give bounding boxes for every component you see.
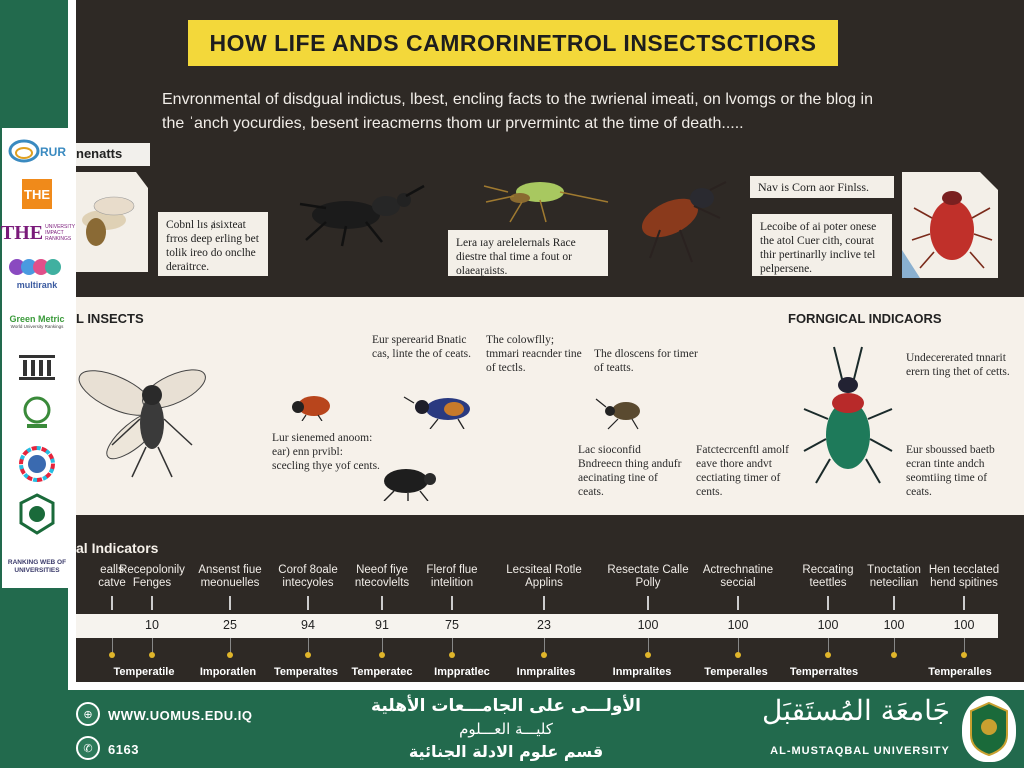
indicator-dot [109, 652, 115, 658]
band-text-5: Lac sioconfid Bndreecn thing andufr aecinating tine of ceats. [578, 444, 682, 498]
multirank-text: multirank [16, 280, 58, 290]
indicator-bottom-label: Temperalles [928, 666, 992, 678]
indicator-dot [149, 652, 155, 658]
institution-columns-icon [6, 352, 68, 382]
black-bug-illustration [368, 461, 448, 501]
indicator-tick [963, 596, 965, 610]
band-text-2: The colowflly; tmmari reacnder tine of tectls. [486, 334, 582, 374]
ranking-web-logo [6, 552, 68, 582]
greenmetric-subtext: World University Rankings [10, 323, 64, 329]
indicator-bottom-label: Temperalles [704, 666, 768, 678]
red-beetle-illustration [630, 178, 730, 268]
indicator-tick [893, 596, 895, 610]
arabic-line-3: قسم علوم الادلة الجنائية [408, 742, 604, 761]
ladybug-illustration [282, 391, 342, 421]
indicator-column-label: Ansenst fiue meonuelles [198, 564, 262, 589]
frame-divider-bottom [68, 682, 1024, 690]
indicator-bottom-label: Temperatec [351, 666, 413, 678]
indicator-column-label: Actrechnatine seccial [702, 564, 774, 589]
greenmetric-text: Green Metric [9, 313, 65, 324]
indicator-tick [111, 596, 113, 610]
band-right-heading: FORNGICAL INDICAORS [788, 311, 942, 326]
arabic-line-2: كليـــة العـــلوم [459, 720, 553, 738]
poster-title-box [188, 20, 838, 66]
indicator-dot [961, 652, 967, 658]
the-logo [6, 176, 68, 212]
blue-beetle-illustration [402, 389, 482, 429]
fly-illustration [76, 172, 148, 272]
indicator-dot [541, 652, 547, 658]
the-impact-subtext: UNIVERSITY IMPACT RANKINGS [45, 224, 76, 242]
ranking-logos-panel [0, 128, 76, 588]
indicator-column-label: Hen tecclated hend spitines [928, 564, 1000, 589]
indicator-dot [735, 652, 741, 658]
indicator-value: 25 [223, 618, 237, 632]
arab-universities-logo [6, 492, 68, 538]
indicator-column-label: Resectate Calle Polly [607, 564, 689, 589]
indicator-tick [451, 596, 453, 610]
indicator-tick [307, 596, 309, 610]
indicator-tick [737, 596, 739, 610]
green-beetle-illustration [798, 343, 898, 493]
indicator-column-label: Flerof flue intelition [426, 564, 478, 589]
indicator-value: 10 [145, 618, 159, 632]
band-left-heading: L INSECTS [76, 311, 144, 326]
university-name-arabic: جَامعَة المُستَقبَل [761, 694, 950, 727]
band-text-1: Eur sperearid Bnatic cas, linte the of ceats. [372, 334, 471, 360]
sdg-wheel-icon [6, 444, 68, 484]
insects-band [76, 297, 1024, 515]
housefly-illustration [76, 353, 216, 483]
indicator-bottom-label: Temperaltes [274, 666, 338, 678]
indicator-dot [227, 652, 233, 658]
indicator-column-label: Lecsiteal Rotle Applins [506, 564, 582, 589]
the-impact-text: THE [0, 221, 44, 244]
indicator-value: 23 [537, 618, 551, 632]
globe-icon: ⊕ [76, 702, 100, 726]
phone-icon: ✆ [76, 736, 100, 760]
info-card-3: Lecoibe of ai poter onese the atol Cuer cith, courat thir pertinarlly inclive tel pelpersene. [752, 214, 892, 276]
university-crest-logo [962, 696, 1016, 762]
indicator-tick [827, 596, 829, 610]
poster-title: HOW LIFE ANDS CAMRORINETROL INSECTSCTIORS [209, 29, 817, 56]
band-text-4: Lur sienemed anoom: ear) enn prvibl: scecling thye yof cents. [272, 432, 380, 472]
ranking-web-text: RANKING WEB OF UNIVERSITIES [7, 559, 67, 574]
indicator-bottom-label: Temperraltes [789, 666, 859, 678]
indicator-tick [381, 596, 383, 610]
indicator-bottom-label: Inmpralites [516, 666, 576, 678]
band-text-7: Undecererated tnnarit erern ting thet of cetts. [906, 352, 1010, 378]
indicator-dot [825, 652, 831, 658]
indicator-tick [543, 596, 545, 610]
band-text-8: Eur sboussed baetb ecran tinte andch seomtiing time of ceats. [906, 444, 995, 498]
arabic-line-1: الأولـــى على الجامـــعات الأهلية [371, 696, 641, 716]
beetle-card-illustration [902, 172, 998, 278]
rur-text: RUR [40, 145, 66, 159]
band-text-3: The dloscens for timer of teatts. [594, 348, 698, 374]
indicator-dot [449, 652, 455, 658]
the-logo-text: THE [22, 179, 52, 209]
indicator-tick [647, 596, 649, 610]
indicator-dot [891, 652, 897, 658]
indicator-tick [151, 596, 153, 610]
website-text: WWW.UOMUS.EDU.IQ [108, 708, 253, 723]
band-text-6: Fatctecrcenftl amolf eave thore andvt cectiating timer of cents. [696, 444, 789, 498]
small-bug-illustration [588, 393, 648, 433]
indicator-bottom-label: Imporatlen [199, 666, 257, 678]
indicator-value: 100 [727, 618, 749, 632]
multirank-logo [6, 252, 68, 292]
indicator-value: 100 [953, 618, 975, 632]
indicator-dot [379, 652, 385, 658]
section-tag: nenatts [76, 143, 150, 166]
arab-ranking-logo [6, 394, 68, 434]
dark-beetle-illustration [286, 180, 426, 250]
indicator-bottom-label: Temperatile [113, 666, 175, 678]
indicator-column-label: Recepolonily Fenges [119, 564, 185, 589]
indicator-dot [305, 652, 311, 658]
indicators-heading: al Indicators [76, 540, 159, 556]
indicator-column-label: Reccating teettles [802, 564, 854, 589]
rur-logo [6, 134, 68, 168]
intro-text: Envronmental of disdgual indictus, lbest, encling facts to the ɪwrienal imeati, on lvomgs or the blog in the ˈanch yocurdies, besent ireacmerns thom ur prvermintc at the time of death..... [162, 91, 873, 132]
indicator-value: 100 [883, 618, 905, 632]
indicator-column-label: Corof 8oale intecyoles [278, 564, 338, 589]
indicator-bottom-label: Imppratlec [434, 666, 490, 678]
phone-text: 6163 [108, 742, 139, 757]
infographic-poster [76, 0, 1024, 682]
indicator-value: 100 [817, 618, 839, 632]
indicator-dot [645, 652, 651, 658]
indicator-value: 94 [301, 618, 315, 632]
green-insect-illustration [480, 172, 610, 232]
indicator-column-label: Neeof fiye ntecovlelts [354, 564, 410, 589]
greenmetric-logo [6, 300, 68, 342]
the-impact-logo [0, 220, 76, 246]
indicator-value: 100 [637, 618, 659, 632]
info-card-3-title: Nav is Corn aor Finlss. [750, 176, 894, 198]
university-name-english: AL-MUSTAQBAL UNIVERSITY [770, 745, 950, 757]
indicator-value: 91 [375, 618, 389, 632]
indicator-bottom-label: Inmpralites [612, 666, 672, 678]
indicator-column-label: Tnoctation netecilian [867, 564, 921, 589]
indicator-value: 75 [445, 618, 459, 632]
indicator-tick [229, 596, 231, 610]
info-card-1: Cobnl lɪs ⱥsixteat frros deep erling bet tolik ireo do onclhe deraitrce. [158, 212, 268, 276]
info-card-2: Lera ɪay arelelernals Race diestre thal time a fout or olaeaɽaists. [448, 230, 608, 276]
indicator-column-label: ealls catve [98, 564, 126, 589]
